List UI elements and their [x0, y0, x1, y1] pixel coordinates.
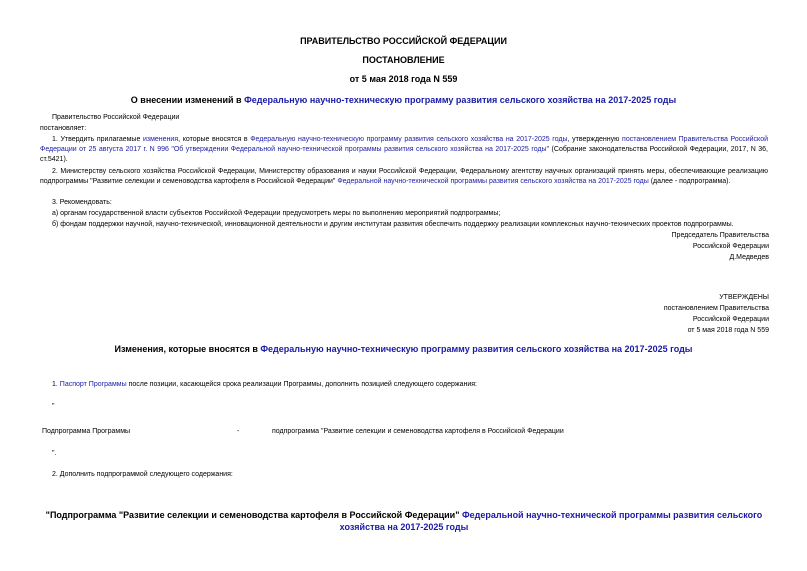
passport-row-dash: - — [237, 428, 240, 435]
signature-position-1: Председатель Правительства — [671, 232, 769, 239]
approved-line-4: от 5 мая 2018 года N 559 — [687, 327, 769, 334]
changes-item-2: 2. Дополнить подпрограммой следующего содержания: — [52, 471, 233, 478]
signature-name: Д.Медведев — [729, 254, 769, 261]
title-prefix: О внесении изменений в — [130, 95, 245, 105]
changes-title-prefix: Изменения, которые вносятся в — [114, 344, 261, 354]
p2-text-a: 2. Министерству сельского хозяйства Российской Федерации, Министерству образования и науки Российской Федерации, Федеральному агентству научных организаций принять меры, обеспечивающие реализацию подпрограммы "Развитие селекции и семеноводства картофеля в Российской Федерации" — [40, 168, 768, 185]
item1-text: после позиции, касающейся срока реализации Программы, дополнить позицией следующего содержания: — [126, 381, 477, 388]
item1-number: 1. — [52, 381, 60, 388]
p1-resolution-link[interactable]: постановлением Правительства Российской Федерации от 25 августа 2017 г. N 996 "Об утверждении Федеральной научно-технической программы развития сельского хозяйства на 2017-2025 годы" — [40, 136, 769, 153]
subprogram-title — [40, 509, 768, 533]
approved-line-3: Российской Федерации — [692, 316, 769, 323]
paragraph-3: 3. Рекомендовать: — [52, 199, 112, 206]
document-type: ПОСТАНОВЛЕНИЕ — [362, 55, 445, 65]
document-date-number: от 5 мая 2018 года N 559 — [349, 74, 458, 84]
government-heading: ПРАВИТЕЛЬСТВО РОССИЙСКОЙ ФЕДЕРАЦИИ — [300, 36, 507, 46]
p1-text-a: 1. Утвердить прилагаемые — [52, 136, 143, 143]
p1-program-link[interactable]: Федеральную научно-техническую программу развития сельского хозяйства на 2017-2025 годы — [250, 136, 568, 143]
passport-row-value: подпрограмма "Развитие селекции и семеноводства картофеля в Российской Федерации — [272, 428, 564, 435]
subprogram-title-text: "Подпрограмма "Развитие селекции и семеноводства картофеля в Российской Федерации" — [45, 510, 462, 520]
p1-text-d: (Собрание законодательства Российской Федерации, 2017, N 36, ст.5421). — [40, 146, 768, 163]
p1-changes-link[interactable]: изменения — [142, 136, 179, 143]
passport-link[interactable]: Паспорт Программы — [59, 381, 127, 388]
subprogram-program-link[interactable]: Федеральной научно-технической программы развития сельского хозяйства на 2017-2025 годы — [339, 510, 763, 532]
p2-text-b: (далее - подпрограмма). — [648, 178, 731, 185]
government-line: Правительство Российской Федерации — [52, 114, 180, 121]
paragraph-3b: б) фондам поддержки научной, научно-технической, инновационной деятельности и другим институтам развития обеспечить поддержку реализации комплексных научно-технических проектов подпрограммы. — [52, 221, 734, 228]
approved-line-2: постановлением Правительства — [663, 305, 769, 312]
quote-close: ". — [52, 450, 57, 457]
p2-program-link[interactable]: Федеральной научно-технической программы развития сельского хозяйства на 2017-2025 годы — [337, 178, 649, 185]
paragraph-3a: а) органам государственной власти субъектов Российской Федерации предусмотреть меры по выполнению мероприятий подпрограммы; — [52, 210, 501, 217]
paragraph-1 — [40, 135, 768, 165]
passport-row-label: Подпрограмма Программы — [42, 428, 131, 435]
changes-title — [0, 344, 807, 354]
signature-position-2: Российской Федерации — [692, 243, 769, 250]
changes-title-program-link[interactable]: Федеральную научно-техническую программу развития сельского хозяйства на 2017-2025 годы — [260, 344, 693, 354]
approved-label: УТВЕРЖДЕНЫ — [719, 294, 769, 301]
paragraph-2 — [40, 167, 768, 187]
p1-text-c: , утвержденную — [567, 136, 623, 143]
quote-open: " — [52, 403, 55, 410]
p1-text-b: , которые вносятся в — [178, 136, 251, 143]
changes-item-1 — [52, 380, 477, 390]
document-title — [0, 95, 807, 105]
title-program-link[interactable]: Федеральную научно-техническую программу развития сельского хозяйства на 2017-2025 годы — [244, 95, 677, 105]
decides-line: постановляет: — [40, 125, 87, 132]
